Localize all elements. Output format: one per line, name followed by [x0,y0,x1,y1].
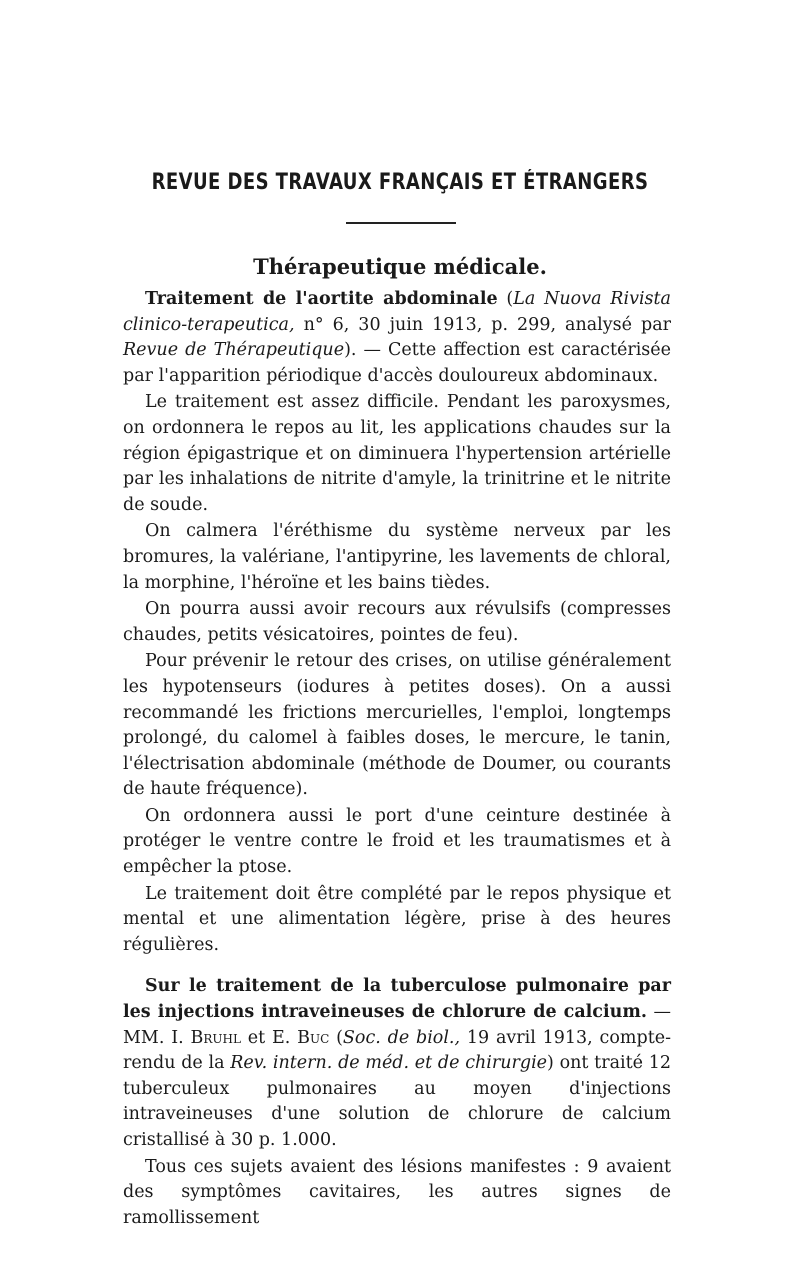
article1-paragraph: On pourra aussi avoir recours aux révulsifs (compresses chaudes, petits vésicatoires, pointes de feu). [123,599,671,645]
article1-intro [123,287,671,389]
article2-source2: Rev. intern. de méd. et de chirurgie [230,1053,548,1074]
article1-source-close: ). [344,340,357,361]
article2-title: Sur le traitement de la tuberculose pulmonaire par les injections intraveineuses de chlorure de calcium. [123,976,671,1023]
article1-paragraph: On calmera l'éréthisme du système nerveux par les bromures, la valériane, l'antipyrine, les lavements de chloral, la morphine, l'héroïne et les bains tièdes. [123,521,671,593]
article2-source1-date: 19 avril 1913, compte-rendu de la [123,1027,671,1074]
article1-paragraph: Le traitement est assez difficile. Pendant les paroxysmes, on ordonnera le repos au lit, les applications chaudes sur la région épigastrique et on diminuera l'hypertension artérielle par les inhalations de nitrite d'amyle, la trinitrine et le nitrite de soude. [123,392,671,515]
article1-paragraph: On ordonnera aussi le port d'une ceinture destinée à protéger le ventre contre le froid et les traumatismes et à empêcher la ptose. [123,805,671,878]
section-title: Thérapeutique médicale. [253,254,547,279]
article2-cite-open: ( [329,1027,343,1048]
article-separator [123,958,671,974]
header-rule [346,222,456,224]
page-header: REVUE DES TRAVAUX FRANÇAIS ET ÉTRANGERS [151,170,649,195]
article1-paragraph: Pour prévenir le retour des crises, on utilise généralement les hypotenseurs (iodures à petites doses). On a aussi recommandé les frictions mercurielles, l'emploi, longtemps prolongé, du calomel à faibles doses, le mercure, le tanin, l'électrisation abdominale (méthode de Doumer, ou courants de haute fréquence). [123,651,671,800]
article-body [123,287,671,1231]
article1-intro-text: — Cette affection est caractérisée par l'apparition périodique d'accès douloureux abdominaux. [123,340,671,386]
article1-source-open: ( [497,289,514,309]
article1-title: Traitement de l'aortite abdominale [145,289,498,309]
article1-source-journal: La Nuova Rivista clinico-terapeutica, [123,289,671,335]
article2-body: ) ont traité 12 tuberculeux pulmonaires au moyen d'injections intraveineuses d'une solution de chlorure de calcium cristallisé à 30 p. 1.000. [123,1053,671,1150]
article1-source-details: n° 6, 30 juin 1913, p. 299, analysé par [294,314,671,335]
article2-author2: Buc [297,1027,330,1048]
article1-source-review: Revue de Thérapeutique [123,340,345,361]
article2-paragraph: Tous ces sujets avaient des lésions manifestes : 9 avaient des symptômes cavitaires, les autres signes de ramollissement [123,1156,671,1228]
article2-source1: Soc. de biol., [342,1027,461,1048]
article2-authors-prefix: — MM. I. [123,1002,671,1048]
article2-author1: Bruhl [190,1027,241,1048]
article2-authors-and: et E. [240,1027,298,1048]
article2-intro [123,974,671,1153]
article1-paragraph: Le traitement doit être complété par le repos physique et mental et une alimentation légère, prise à des heures régulières. [123,883,671,955]
